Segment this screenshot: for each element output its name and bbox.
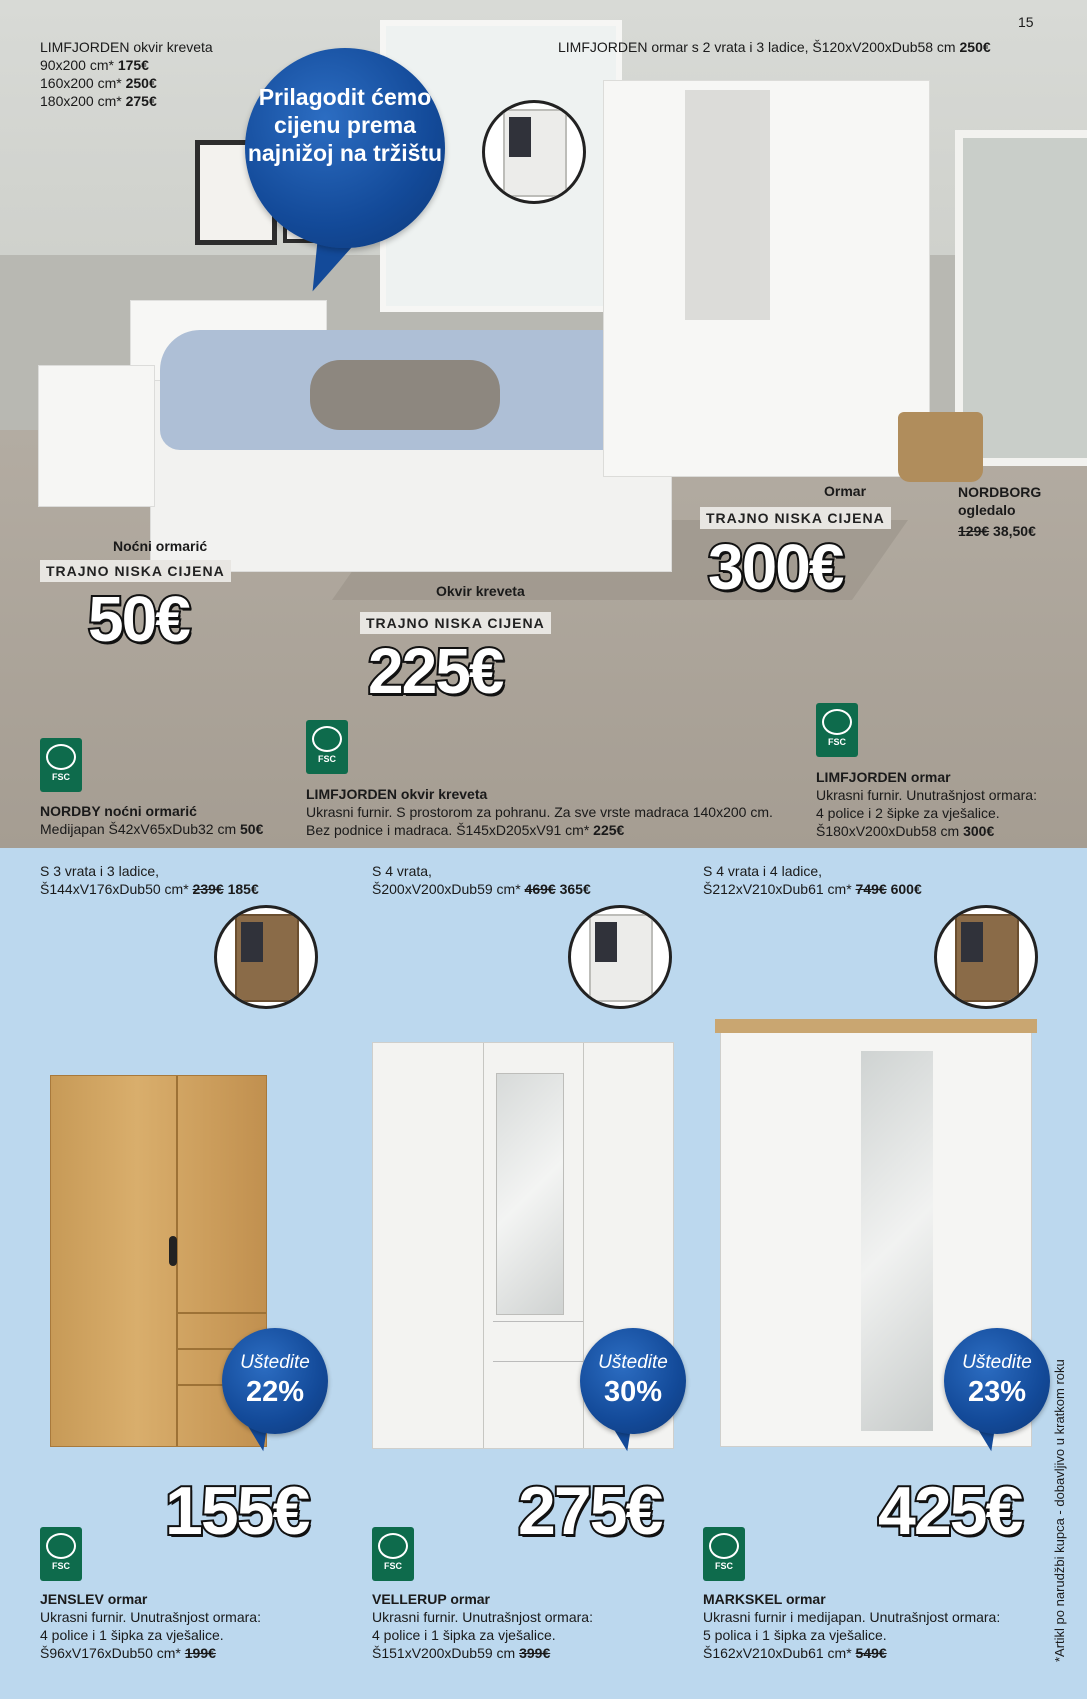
nightstand-tag: TRAJNO NISKA CIJENA — [40, 560, 231, 582]
fsc-logo: FSC — [372, 1527, 414, 1581]
fsc-logo: FSC — [40, 1527, 82, 1581]
limfjorden-wardrobe-desc-3: Š180xV200xDub58 cm 300€ — [816, 823, 995, 839]
jenslev-title: JENSLEV ormar — [40, 1591, 148, 1607]
bedframe-size-3: 180x200 cm* 275€ — [40, 93, 157, 109]
markskel-desc-2: 5 polica i 1 šipka za vješalice. — [703, 1627, 887, 1643]
limfjorden-wardrobe-title: LIMFJORDEN ormar — [816, 769, 951, 785]
wardrobe-tag: TRAJNO NISKA CIJENA — [700, 507, 891, 529]
markskel-price: 425€ — [878, 1473, 1022, 1549]
bedframe-price: 225€ — [368, 635, 503, 707]
vellerup-variant-2: Š200xV200xDub59 cm* 469€ 365€ — [372, 881, 591, 897]
jenslev-price: 155€ — [165, 1473, 309, 1549]
nightstand-price: 50€ — [88, 583, 189, 655]
fsc-logo: FSC — [816, 703, 858, 757]
save-badge-vellerup: Uštedite 30% — [580, 1328, 686, 1434]
page-number: 15 — [1018, 14, 1034, 30]
bubble-text: Prilagodit ćemo cijenu prema najnižoj na tržištu — [247, 84, 443, 166]
markskel-desc-1: Ukrasni furnir i medijapan. Unutrašnjost ormara: — [703, 1609, 1001, 1625]
price-match-bubble — [245, 48, 445, 248]
wardrobe-price: 300€ — [708, 531, 843, 603]
vellerup-desc-3: Š151xV200xDub59 cm 399€ — [372, 1645, 551, 1661]
vellerup-desc-2: 4 police i 1 šipka za vješalice. — [372, 1627, 556, 1643]
markskel-variant-1: S 4 vrata i 4 ladice, — [703, 863, 823, 879]
jenslev-variant-2: Š144xV176xDub50 cm* 239€ 185€ — [40, 881, 259, 897]
nightstand-label: Noćni ormarić — [113, 538, 208, 554]
wardrobe-label: Ormar — [824, 483, 867, 499]
save-badge-jenslev: Uštedite 22% — [222, 1328, 328, 1434]
bedframe-title: LIMFJORDEN okvir kreveta — [40, 39, 213, 55]
fsc-logo: FSC — [703, 1527, 745, 1581]
jenslev-variant-1: S 3 vrata i 3 ladice, — [40, 863, 160, 879]
jenslev-desc-1: Ukrasni furnir. Unutrašnjost ormara: — [40, 1609, 261, 1625]
markskel-desc-3: Š162xV210xDub61 cm* 549€ — [703, 1645, 887, 1661]
limfjorden-wardrobe-desc-1: Ukrasni furnir. Unutrašnjost ormara: — [816, 787, 1037, 803]
vellerup-desc-1: Ukrasni furnir. Unutrašnjost ormara: — [372, 1609, 593, 1625]
nordby-title: NORDBY noćni ormarić — [40, 803, 197, 819]
bed-throw — [310, 360, 500, 430]
save-badge-markskel: Uštedite 23% — [944, 1328, 1050, 1434]
wardrobe-interior — [685, 90, 770, 320]
markskel-variant-2: Š212xV210xDub61 cm* 749€ 600€ — [703, 881, 922, 897]
jenslev-interior-icon — [214, 905, 318, 1009]
bedframe-tag: TRAJNO NISKA CIJENA — [360, 612, 551, 634]
fsc-logo: FSC — [40, 738, 82, 792]
jenslev-desc-2: 4 police i 1 šipka za vješalice. — [40, 1627, 224, 1643]
bedframe-label: Okvir kreveta — [436, 583, 525, 599]
side-footnote: *Artikl po narudžbi kupca - dobavljivo u kratkom roku — [1052, 1359, 1067, 1662]
nightstand-image — [38, 365, 155, 507]
vellerup-variant-1: S 4 vrata, — [372, 863, 432, 879]
wardrobe-info: LIMFJORDEN ormar s 2 vrata i 3 ladice, Š120xV200xDub58 cm 250€ — [558, 39, 991, 55]
vellerup-title: VELLERUP ormar — [372, 1591, 490, 1607]
bedframe-size-2: 160x200 cm* 250€ — [40, 75, 157, 91]
jenslev-desc-3: Š96xV176xDub50 cm* 199€ — [40, 1645, 216, 1661]
bedframe-size-1: 90x200 cm* 175€ — [40, 57, 149, 73]
limfjorden-bed-desc-2: Bez podnice i madraca. Š145xD205xV91 cm* 225€ — [306, 822, 625, 838]
mirror-type: ogledalo — [958, 502, 1016, 518]
fsc-logo: FSC — [306, 720, 348, 774]
nordby-desc: Medijapan Š42xV65xDub32 cm 50€ — [40, 821, 264, 837]
limfjorden-bed-title: LIMFJORDEN okvir kreveta — [306, 786, 488, 802]
vellerup-price: 275€ — [518, 1473, 662, 1549]
mirror-price: 129€ 38,50€ — [958, 523, 1036, 539]
markskel-interior-icon — [934, 905, 1038, 1009]
limfjorden-bed-desc-1: Ukrasni furnir. S prostorom za pohranu. Za sve vrste madraca 140x200 cm. — [306, 804, 773, 820]
basket-image — [898, 412, 983, 482]
vellerup-interior-icon — [568, 905, 672, 1009]
markskel-title: MARKSKEL ormar — [703, 1591, 826, 1607]
limfjorden-wardrobe-desc-2: 4 police i 2 šipke za vješalice. — [816, 805, 1000, 821]
mirror-name: NORDBORG — [958, 484, 1042, 500]
wardrobe-interior-icon — [482, 100, 586, 204]
